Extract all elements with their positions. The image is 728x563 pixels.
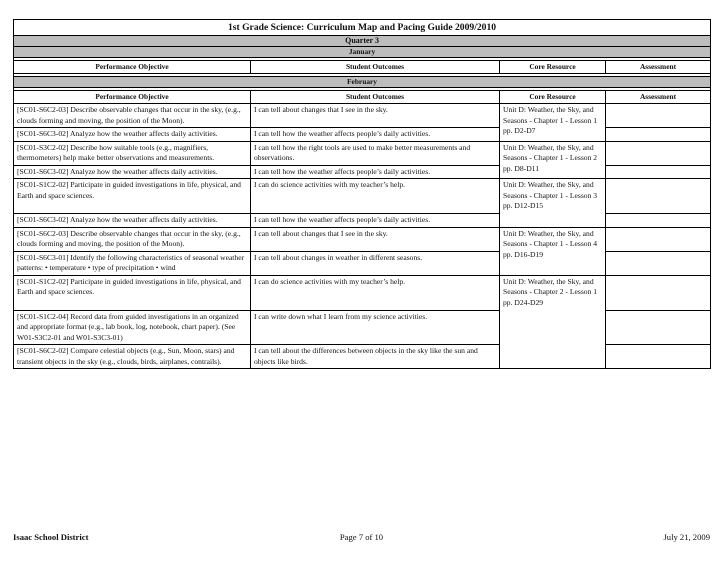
table-row [14,227,711,251]
assessment-cell [606,275,711,310]
column-header-row [14,91,711,104]
page-footer [13,532,710,546]
resource-cell: Unit D: Weather, the Sky, and Seasons - Chapter 1 - Lesson 4 pp. D16-D19 [500,227,606,275]
assessment-cell [606,104,711,128]
assessment-cell [606,345,711,369]
curriculum-table [13,19,711,369]
objective-cell: [SC01-S6C2-03] Describe observable changes that occur in the sky, (e.g., clouds forming and moving, the position of the Moon). [14,104,251,128]
outcome-cell: I can tell how the weather affects people’s daily activities. [251,128,500,142]
assessment-cell [606,179,711,214]
month-band-february: February [14,77,711,88]
outcome-cell: I can tell how the weather affects people’s daily activities. [251,214,500,228]
col-header-resource: Core Resource [500,91,606,104]
objective-cell: [SC01-S6C3-02] Analyze how the weather affects daily activities. [14,128,251,142]
assessment-cell [606,227,711,251]
table-row [14,128,711,142]
objective-cell: [SC01-S6C3-02] Analyze how the weather affects daily activities. [14,214,251,228]
resource-cell: Unit D: Weather, the Sky, and Seasons - Chapter 1 - Lesson 3 pp. D12-D15 [500,179,606,228]
table-row [14,275,711,310]
outcome-cell: I can tell how the weather affects people’s daily activities. [251,165,500,179]
objective-cell: [SC01-S6C2-02] Compare celestial objects (e.g., Sun, Moon, stars) and transient objects in the sky (e.g., clouds, birds, airplanes, contrails). [14,345,251,369]
assessment-cell [606,128,711,142]
resource-cell: Unit D: Weather, the Sky, and Seasons - Chapter 1 - Lesson 2 pp. D8-D11 [500,141,606,179]
table-row [14,214,711,228]
objective-cell: [SC01-S6C3-02] Analyze how the weather affects daily activities. [14,165,251,179]
outcome-cell: I can tell about changes that I see in the sky. [251,227,500,251]
column-header-row [14,61,711,74]
col-header-outcomes: Student Outcomes [251,91,500,104]
footer-district: Isaac School District [13,532,89,542]
assessment-cell [606,141,711,165]
resource-cell: Unit D: Weather, the Sky, and Seasons - Chapter 2 - Lesson 1 pp. D24-D29 [500,275,606,369]
table-row [14,165,711,179]
assessment-cell [606,165,711,179]
objective-cell: [SC01-S1C2-02] Participate in guided investigations in life, physical, and Earth and space sciences. [14,275,251,310]
objective-cell: [SC01-S1C2-04] Record data from guided investigations in an organized and appropriate format (e.g., lab book, log, notebook, chart paper). (See W01-S3C2-01 and W01-S3C3-01) [14,310,251,345]
table-row [14,251,711,275]
quarter-band: Quarter 3 [14,36,711,47]
outcome-cell: I can tell about changes in weather in different seasons. [251,251,500,275]
table-row [14,345,711,369]
document-title: 1st Grade Science: Curriculum Map and Pacing Guide 2009/2010 [14,20,711,36]
outcome-cell: I can do science activities with my teacher’s help. [251,179,500,214]
table-row [14,179,711,214]
col-header-resource: Core Resource [500,61,606,74]
col-header-outcomes: Student Outcomes [251,61,500,74]
col-header-objective: Performance Objective [14,61,251,74]
objective-cell: [SC01-S6C3-01] Identify the following characteristics of seasonal weather patterns: • temperature • type of precipitation • wind [14,251,251,275]
col-header-assessment: Assessment [606,91,711,104]
col-header-objective: Performance Objective [14,91,251,104]
outcome-cell: I can tell about the differences between objects in the sky like the sun and objects like birds. [251,345,500,369]
assessment-cell [606,251,711,275]
outcome-cell: I can tell how the right tools are used to make better measurements and observations. [251,141,500,165]
month-band-january: January [14,47,711,58]
footer-page-number: Page 7 of 10 [339,532,384,542]
table-row [14,141,711,165]
col-header-assessment: Assessment [606,61,711,74]
objective-cell: [SC01-S3C2-02] Describe how suitable tools (e.g., magnifiers, thermometers) help make better observations and measurements. [14,141,251,165]
objective-cell: [SC01-S6C2-03] Describe observable changes that occur in the sky, (e.g., clouds forming and moving, the position of the Moon). [14,227,251,251]
resource-cell: Unit D: Weather, the Sky, and Seasons - Chapter 1 - Lesson 1 pp. D2-D7 [500,104,606,142]
assessment-cell [606,214,711,228]
curriculum-document [13,19,710,369]
outcome-cell: I can tell about changes that I see in the sky. [251,104,500,128]
table-row [14,310,711,345]
outcome-cell: I can write down what I learn from my science activities. [251,310,500,345]
outcome-cell: I can do science activities with my teacher’s help. [251,275,500,310]
objective-cell: [SC01-S1C2-02] Participate in guided investigations in life, physical, and Earth and space sciences. [14,179,251,214]
footer-date: July 21, 2009 [663,532,710,542]
table-row [14,104,711,128]
assessment-cell [606,310,711,345]
